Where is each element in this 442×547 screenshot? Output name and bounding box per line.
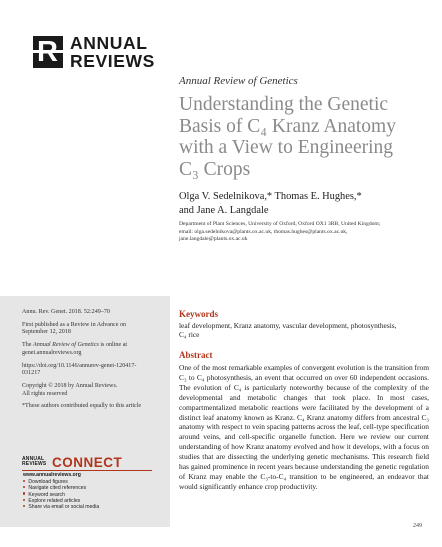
bullet-icon <box>23 505 25 507</box>
title-line: C₃ Crops <box>179 158 251 180</box>
connect-header <box>22 455 152 470</box>
bullet-icon <box>23 480 25 482</box>
affiliation <box>179 221 424 244</box>
connect-feature-list <box>23 479 99 510</box>
author-line: Olga V. Sedelnikova,* Thomas E. Hughes,* <box>179 191 362 202</box>
journal-url-link[interactable]: genet.annualreviews.org <box>22 349 82 356</box>
abstract-text: One of the most remarkable examples of convergent evolution is the transition from C₃ to C₄ photosynthesis, an event that occurred on over 60 independent occasions. The evolution of C₄ is particularly noteworthy because of the complexity of the developmental and metabolic changes that took place. In most cases, compartmentalized metabolic reactions were facilitated by the development of a distinct leaf anatomy known as Kranz. C₄ Kranz anatomy differs from ancestral C₃ anatomy with respect to vein spacing patterns across the leaf, cell-type specification around veins, and cell-specific organelle function. Here we review our current understanding of how Kranz anatomy evolved and how it develops, with a focus on studies that are dissecting the underlying genetic mechanisms. This research field has gained prominence in recent years because understanding the genetic regulation of Kranz may enable the C₃-to-C₄ transition to be engineered, an endeavor that would significantly enhance crop productivity. <box>179 363 429 491</box>
abstract-heading: Abstract <box>179 350 213 360</box>
author-list <box>179 190 429 217</box>
citation: Annu. Rev. Genet. 2018. 52:249–70 <box>22 309 110 315</box>
title-line: with a View to Engineering <box>179 137 394 159</box>
title-line: Understanding the Genetic <box>179 94 389 115</box>
doi-link[interactable]: https://doi.org/10.1146/annurev-genet-120417- 031217 <box>22 362 137 377</box>
article-title <box>179 94 429 180</box>
article-metadata <box>22 309 167 416</box>
bullet-icon <box>23 499 25 501</box>
keywords-heading: Keywords <box>179 309 218 319</box>
logo-line-2: REVIEWS <box>70 51 155 71</box>
affiliation-line: jane.langdale@plants.ox.ac.uk <box>179 236 248 243</box>
list-item: Explore related articles <box>23 498 99 504</box>
connect-small-logo: ANNUAL REVIEWS <box>22 456 47 468</box>
bullet-icon <box>23 486 25 488</box>
bullet-icon <box>23 492 25 494</box>
title-line: Basis of C₄ Kranz Anatomy <box>179 115 396 137</box>
connect-title: CONNECT <box>52 455 123 470</box>
online-info: The Annual Review of Genetics is online at genet.annualreviews.org <box>22 342 128 356</box>
logo-wordmark <box>70 34 155 70</box>
equal-contribution-footnote: *These authors contributed equally to this article <box>22 403 142 410</box>
list-item: Keyword search <box>23 492 99 498</box>
journal-name: Annual Review of Genetics <box>179 75 298 87</box>
list-item: Navigate cited references <box>23 485 99 491</box>
list-item: Download figures <box>23 479 99 485</box>
connect-box <box>22 455 152 517</box>
affiliation-line: Department of Plant Sciences, University of Oxford, Oxford OX1 3RB, United Kingdom; <box>179 221 381 227</box>
copyright-notice: Copyright © 2018 by Annual Reviews. All rights reserved <box>22 382 118 397</box>
logo-line-1: ANNUAL <box>70 33 148 53</box>
author-line: and Jane A. Langdale <box>179 204 269 216</box>
list-item: Share via email or social media <box>23 504 99 510</box>
connect-url-link[interactable]: www.annualreviews.org <box>23 472 81 478</box>
annual-reviews-logo <box>33 34 183 76</box>
affiliation-line: email: olga.sedelnikova@plants.ox.ac.uk, thomas.hughes@plants.ox.ac.uk, <box>179 228 348 235</box>
logo-mark-icon <box>33 36 63 68</box>
page-number: 249 <box>413 523 422 529</box>
publication-date: First published as a Review in Advance on September 12, 2018 <box>22 321 127 336</box>
keywords-text: leaf development, Kranz anatomy, vascular development, photosynthesis, C₄ rice <box>179 321 397 340</box>
